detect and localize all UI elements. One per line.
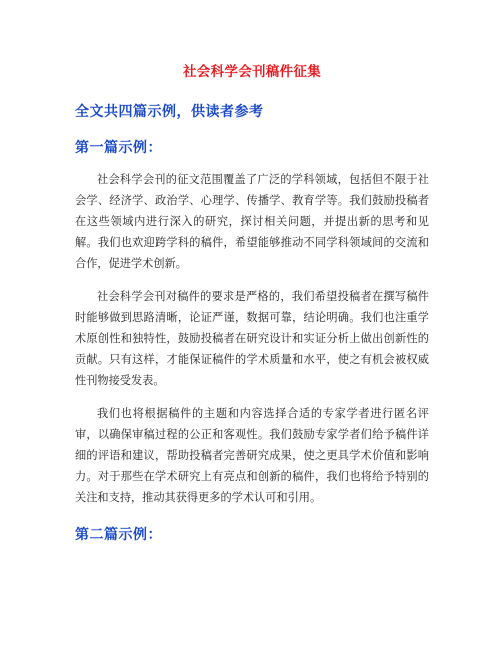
body-paragraph: 社会科学会刊对稿件的要求是严格的，我们希望投稿者在撰写稿件时能够做到思路清晰，论证严谨，数据可靠，结论明确。我们也注重学术原创性和独特性，鼓励投稿者在研究设计和实证分析上做出创新性的贡献。只有这样，才能保证稿件的学术质量和水平，使之有机会被权威性刊物接受发表。 [75,290,429,387]
section-example-2 [75,524,429,546]
section-example-1 [75,137,429,508]
section-heading: 第一篇示例： [75,140,162,156]
document-subtitle: 全文共四篇示例，供读者参考 [75,104,264,120]
document-title: 社会科学会刊稿件征集 [183,64,321,80]
body-paragraph: 我们也将根据稿件的主题和内容选择合适的专家学者进行匿名评审，以确保审稿过程的公正和客观性。我们鼓励专家学者们给予稿件详细的评语和建议，帮助投稿者完善研究成果，使之更具学术价值和影响力。对于那些在学术研究上有亮点和创新的稿件，我们也将给予特别的关注和支持，推动其获得更多的学术认可和引用。 [75,407,429,504]
section-heading: 第二篇示例： [75,527,162,543]
body-paragraph: 社会科学会刊的征文范围覆盖了广泛的学科领域，包括但不限于社会学、经济学、政治学、心理学、传播学、教育学等。我们鼓励投稿者在这些领域内进行深入的研究，探讨相关问题，并提出新的思考和见解。我们也欢迎跨学科的稿件，希望能够推动不同学科领域间的交流和合作，促进学术创新。 [75,173,429,270]
